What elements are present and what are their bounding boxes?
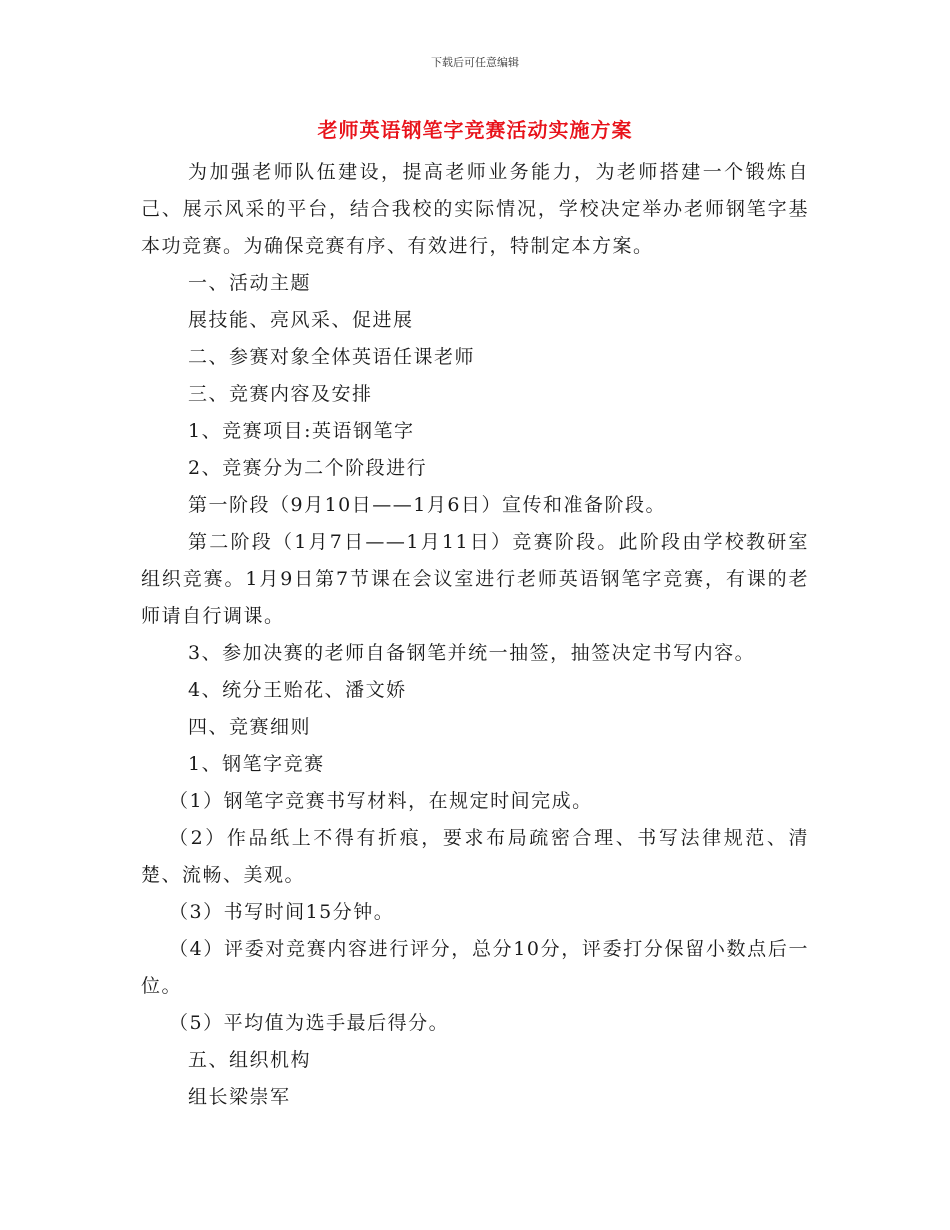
list-item-3: 3、参加决赛的老师自备钢笔并统一抽签，抽签决定书写内容。: [188, 642, 756, 664]
rule-item-5: （5）平均值为选手最后得分。: [169, 1012, 450, 1034]
paragraph-leader: 组长梁崇军: [188, 1086, 291, 1108]
rule-item-4: （4）评委对竞赛内容进行评分，总分10分，评委打分保留小数点后一位。: [141, 938, 809, 997]
paragraph-stage-2: 第二阶段（1月7日——1月11日）竞赛阶段。此阶段由学校教研室组织竞赛。1月9日第7节课在会议室进行老师英语钢笔字竞赛，有课的老师请自行调课。: [141, 531, 809, 627]
list-item-rules-1: 1、钢笔字竞赛: [188, 753, 325, 775]
rule-item-3: （3）书写时间15分钟。: [169, 901, 395, 923]
document-title: 老师英语钢笔字竞赛活动实施方案: [317, 118, 633, 142]
section-heading-1: 一、活动主题: [188, 272, 312, 294]
section-heading-2: 二、参赛对象全体英语任课老师: [188, 346, 476, 368]
paragraph-theme: 展技能、亮风采、促进展: [188, 309, 414, 331]
rule-item-2: （2）作品纸上不得有折痕，要求布局疏密合理、书写法律规范、清楚、流畅、美观。: [141, 827, 809, 886]
section-heading-5: 五、组织机构: [188, 1049, 312, 1071]
paragraph-stage-1: 第一阶段（9月10日——1月6日）宣传和准备阶段。: [188, 494, 666, 516]
section-heading-3: 三、竞赛内容及安排: [188, 383, 373, 405]
list-item-1: 1、竞赛项目:英语钢笔字: [188, 420, 415, 442]
section-heading-4: 四、竞赛细则: [188, 716, 312, 738]
document-body: [141, 154, 809, 1116]
header-note: 下载后可任意编辑: [431, 56, 519, 69]
list-item-2: 2、竞赛分为二个阶段进行: [188, 457, 428, 479]
paragraph-intro: 为加强老师队伍建设，提高老师业务能力，为老师搭建一个锻炼自己、展示风采的平台，结合我校的实际情况，学校决定举办老师钢笔字基本功竞赛。为确保竞赛有序、有效进行，特制定本方案。: [141, 161, 809, 257]
list-item-4: 4、统分王贻花、潘文娇: [188, 679, 407, 701]
rule-item-1: （1）钢笔字竞赛书写材料，在规定时间完成。: [169, 790, 593, 812]
